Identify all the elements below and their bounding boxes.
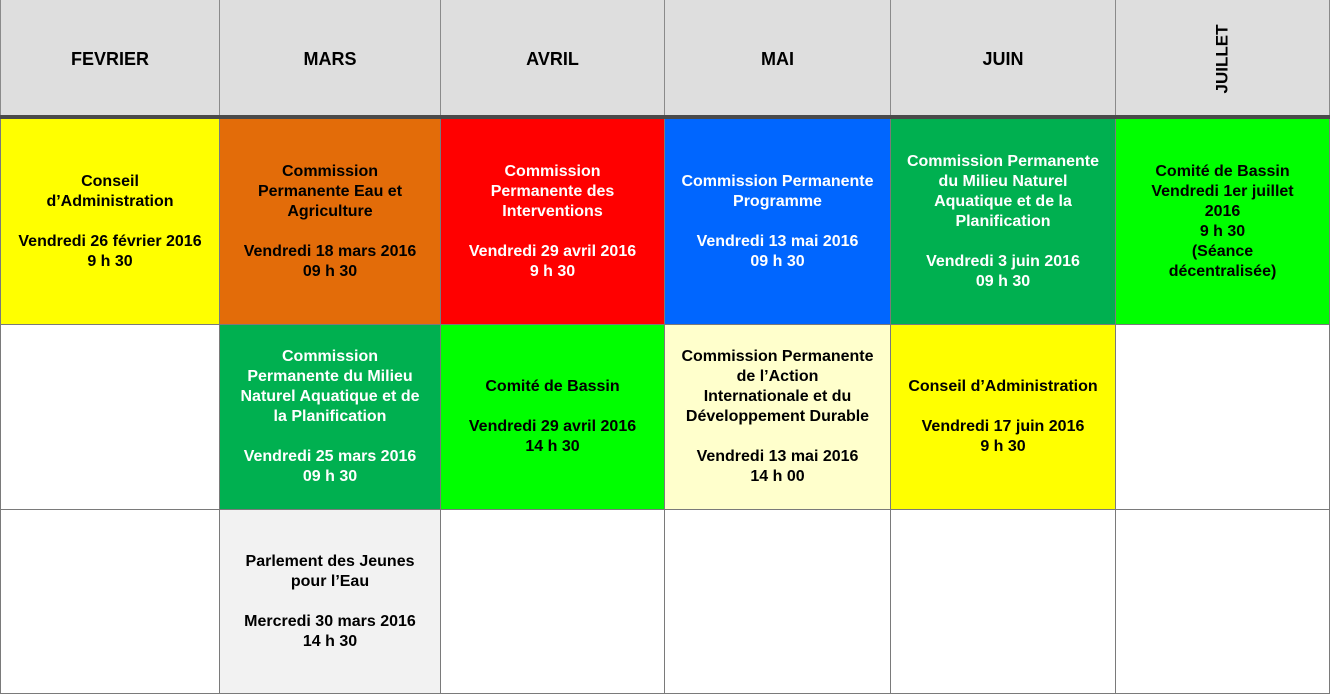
event-title-line: Planification <box>955 212 1051 230</box>
event-time: 14 h 00 <box>750 468 805 485</box>
event-title-line: 9 h 30 <box>1199 222 1246 240</box>
month-label: MARS <box>303 49 357 69</box>
event-time: 14 h 30 <box>302 632 358 650</box>
event-time: 09 h 30 <box>975 272 1031 290</box>
month-label: MAI <box>761 49 794 69</box>
event-title-line: Conseil <box>81 172 139 190</box>
event-cell <box>0 119 220 325</box>
event-cell <box>220 325 441 510</box>
event-title-line: Agriculture <box>287 202 373 220</box>
event-date: Vendredi 26 février 2016 <box>18 232 202 250</box>
event-time: 09 h 30 <box>302 468 358 485</box>
event-date: Vendredi 13 mai 2016 <box>696 232 859 250</box>
empty-cell <box>665 510 891 694</box>
month-header-mars <box>220 0 441 118</box>
event-title-line: Internationale et du <box>703 388 852 405</box>
event-title-line: décentralisée) <box>1168 262 1277 280</box>
event-date: Vendredi 29 avril 2016 <box>468 418 637 435</box>
month-label: AVRIL <box>526 49 579 69</box>
event-title-line: Parlement des Jeunes <box>245 552 415 570</box>
empty-cell <box>1116 325 1330 510</box>
event-title-line: Permanente Eau et <box>257 182 403 200</box>
month-header-avril <box>441 0 665 118</box>
event-title-line: Comité de Bassin <box>485 378 620 395</box>
event-cell <box>441 325 665 510</box>
month-header-juillet <box>1116 0 1330 118</box>
event-title-line: Conseil d’Administration <box>908 378 1098 395</box>
event-title-line: Commission Permanente <box>681 172 874 190</box>
event-title-line: Comité de Bassin <box>1155 162 1290 180</box>
event-cell <box>665 119 891 325</box>
event-title-line: pour l’Eau <box>290 572 370 590</box>
event-cell <box>220 510 441 694</box>
event-title-line: Permanente du Milieu <box>247 368 413 385</box>
month-header-mai <box>665 0 891 118</box>
event-cell <box>665 325 891 510</box>
event-time: 9 h 30 <box>529 262 576 280</box>
event-date: Vendredi 3 juin 2016 <box>926 252 1080 270</box>
month-label: JUIN <box>982 49 1024 69</box>
event-title-line: la Planification <box>273 408 387 425</box>
event-time: 09 h 30 <box>750 252 805 270</box>
event-title-line: du Milieu Naturel <box>938 172 1068 190</box>
event-date: Vendredi 18 mars 2016 <box>243 242 417 260</box>
event-cell <box>891 325 1116 510</box>
event-time: 9 h 30 <box>87 252 133 270</box>
event-date: Vendredi 13 mai 2016 <box>696 448 859 465</box>
month-label: FEVRIER <box>70 49 149 69</box>
month-label: JUILLET <box>1212 24 1232 94</box>
event-title-line: Développement Durable <box>685 408 870 425</box>
event-title-line: Aquatique et de la <box>934 192 1072 210</box>
event-time: 14 h 30 <box>525 438 580 455</box>
empty-cell <box>0 325 220 510</box>
event-title-line: Commission <box>281 348 378 365</box>
event-title-line: Vendredi 1er juillet <box>1151 182 1294 200</box>
event-title-line: Interventions <box>502 202 603 220</box>
empty-cell <box>1116 510 1330 694</box>
empty-cell <box>441 510 665 694</box>
event-title-line: 2016 <box>1204 202 1241 220</box>
event-time: 9 h 30 <box>980 438 1026 455</box>
empty-cell <box>891 510 1116 694</box>
event-title-line: d’Administration <box>46 192 174 210</box>
event-date: Vendredi 25 mars 2016 <box>243 448 417 465</box>
month-header-fevrier <box>0 0 220 118</box>
event-title-line: de l’Action <box>736 368 819 385</box>
event-title-line: Commission <box>281 162 378 180</box>
event-cell <box>441 119 665 325</box>
event-cell <box>891 119 1116 325</box>
event-title-line: (Séance <box>1191 242 1254 260</box>
event-date: Vendredi 17 juin 2016 <box>921 418 1085 435</box>
event-title-line: Commission Permanente <box>906 152 1100 170</box>
empty-cell <box>0 510 220 694</box>
event-title-line: Permanente des <box>490 182 615 200</box>
month-header-juin <box>891 0 1116 118</box>
event-title-line: Programme <box>733 192 822 210</box>
event-date: Mercredi 30 mars 2016 <box>244 612 416 630</box>
event-cell <box>1116 119 1330 325</box>
event-date: Vendredi 29 avril 2016 <box>468 242 637 260</box>
event-title-line: Naturel Aquatique et de <box>240 388 420 405</box>
event-time: 09 h 30 <box>302 262 358 280</box>
event-title-line: Commission Permanente <box>681 348 874 365</box>
event-title-line: Commission <box>504 162 601 180</box>
event-cell <box>220 119 441 325</box>
